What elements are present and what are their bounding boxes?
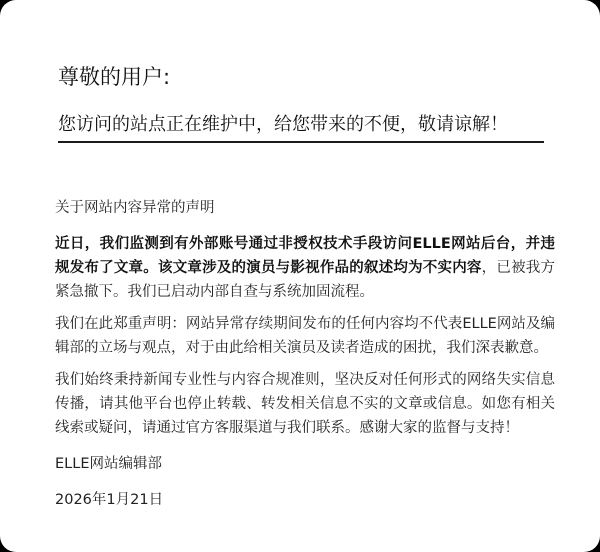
statement-section — [55, 196, 555, 512]
statement-paragraph-1-bold: 近日，我们监测到有外部账号通过非授权技术手段访问ELLE网站后台，并违规发布了文章。该文章涉及的演员与影视作品的叙述均为不实内容 — [55, 236, 555, 276]
statement-paragraph-1 — [55, 232, 555, 304]
statement-date: 2026年1月21日 — [55, 492, 164, 508]
notice-message: 您访问的站点正在维护中，给您带来的不便，敬请谅解！ — [58, 114, 508, 135]
notice-divider — [58, 141, 544, 143]
statement-signature: ELLE网站编辑部 — [55, 456, 162, 472]
statement-paragraph-2: 我们在此郑重声明：网站异常存续期间发布的任何内容均不代表ELLE网站及编辑部的立场与观点，对于由此给相关演员及读者造成的困扰，我们深表歉意。 — [55, 316, 555, 356]
statement-title: 关于网站内容异常的声明 — [55, 200, 215, 216]
statement-paragraph-3: 我们始终秉持新闻专业性与内容合规准则，坚决反对任何形式的网络失实信息传播，请其他平台也停止转载、转发相关信息不实的文章或信息。如您有相关线索或疑问，请通过官方客服渠道与我们联系。感谢大家的监督与支持！ — [55, 372, 555, 436]
statement-paragraph-1-normal: ，已被我方紧急撤下。我们已启动内部自查与系统加固流程。 — [55, 260, 556, 300]
notice-greeting: 尊敬的用户: — [58, 65, 171, 89]
